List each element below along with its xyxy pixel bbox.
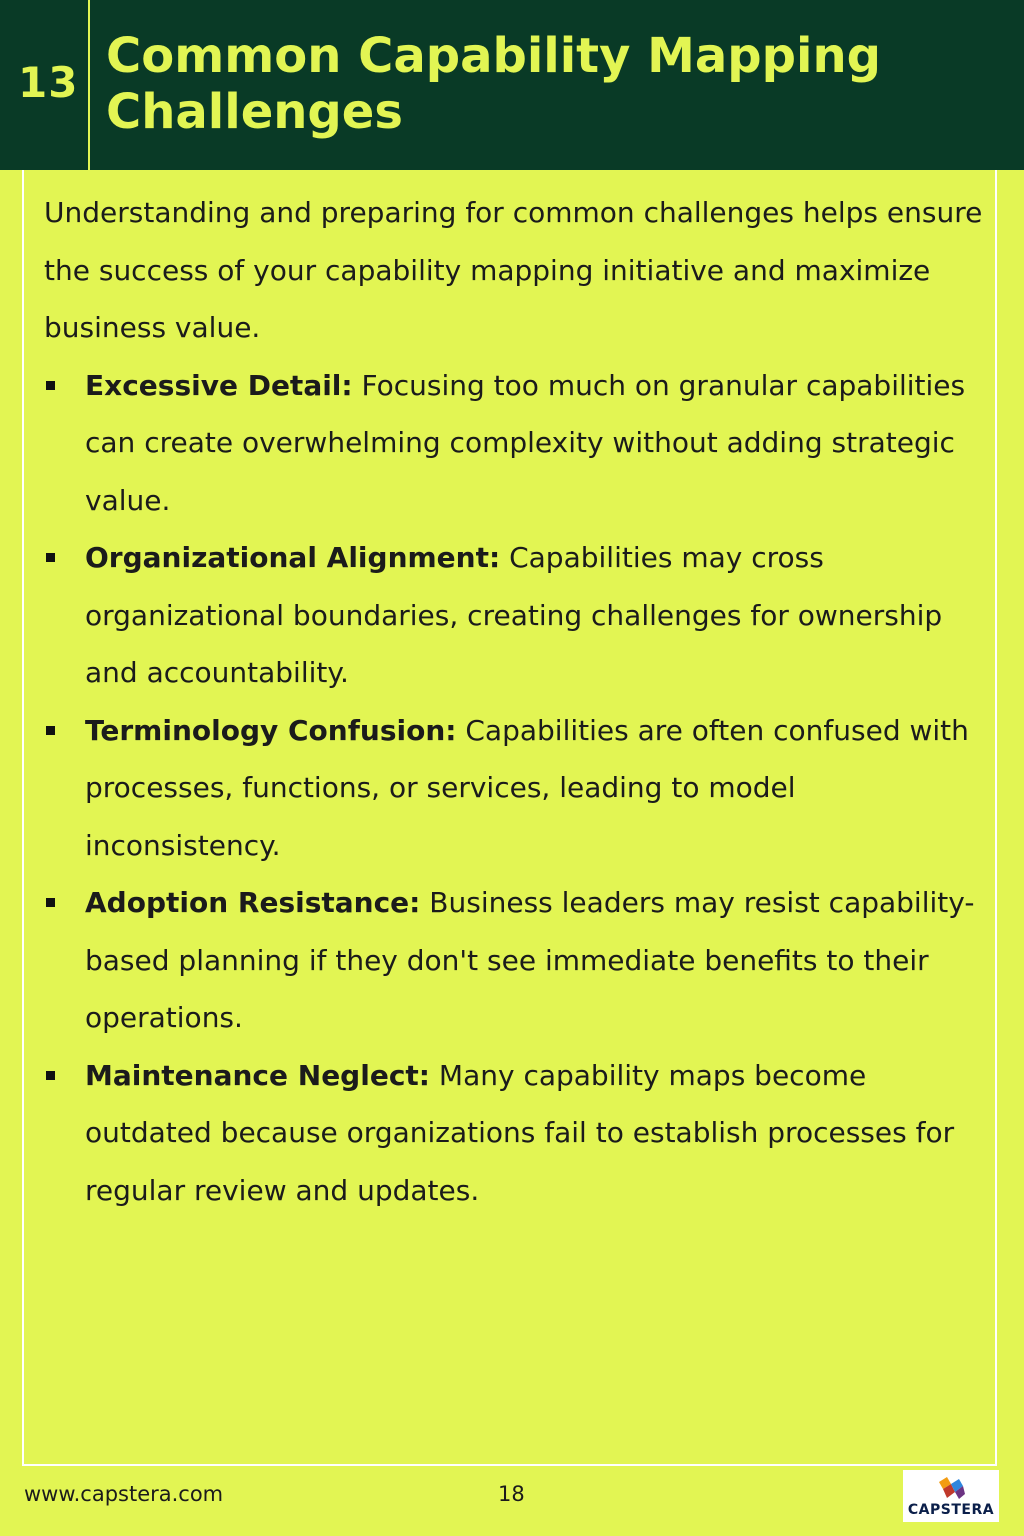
challenge-item-maintenance-neglect <box>44 1047 994 1220</box>
capstera-logo <box>903 1470 999 1522</box>
challenge-item-excessive-detail <box>44 357 994 530</box>
challenge-list <box>44 357 994 1220</box>
challenge-item-adoption-resistance <box>44 874 994 1047</box>
header-divider <box>88 0 90 170</box>
square-bullet-icon <box>46 726 55 735</box>
challenge-description: Capabilities are often confused with processes, functions, or services, leading to model inconsistency. <box>85 713 969 862</box>
square-bullet-icon <box>46 898 55 907</box>
challenge-term: Terminology Confusion: <box>85 713 457 747</box>
challenge-description: Capabilities may cross organizational boundaries, creating challenges for ownership and accountability. <box>85 541 943 689</box>
page-header <box>0 0 1024 170</box>
challenge-item-organizational-alignment <box>44 529 994 702</box>
square-bullet-icon <box>46 553 55 562</box>
content-body <box>44 184 994 1219</box>
footer-website-link[interactable]: www.capstera.com <box>24 1482 224 1506</box>
challenge-term: Organizational Alignment: <box>85 541 501 574</box>
page-number: 18 <box>498 1482 525 1506</box>
challenge-term: Adoption Resistance: <box>85 886 421 919</box>
challenge-item-terminology-confusion <box>44 702 994 875</box>
challenge-term: Maintenance Neglect: <box>85 1058 430 1092</box>
logo-wordmark: CAPSTERA <box>907 1502 995 1518</box>
section-number: 13 <box>18 58 79 107</box>
challenge-term: Excessive Detail: <box>85 368 353 402</box>
challenge-description: Business leaders may resist capability-based planning if they don't see immediate benefits to their operations. <box>85 886 975 1034</box>
square-bullet-icon <box>46 381 55 390</box>
page-title: Common Capability Mapping Challenges <box>106 28 881 140</box>
square-bullet-icon <box>46 1071 55 1080</box>
intro-paragraph: Understanding and preparing for common challenges helps ensure the success of your capability mapping initiative and maximize business value. <box>44 196 983 344</box>
capstera-logo-icon <box>933 1474 969 1502</box>
challenge-description: Focusing too much on granular capabilities can create overwhelming complexity without adding strategic value. <box>85 368 966 517</box>
challenge-description: Many capability maps become outdated because organizations fail to establish processes for regular review and updates. <box>85 1058 955 1207</box>
